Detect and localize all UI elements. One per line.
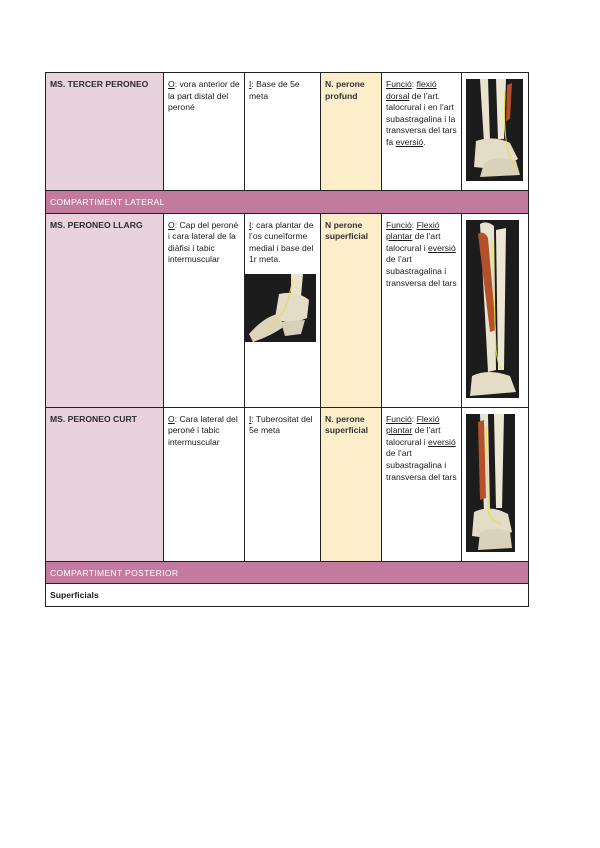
function-sep: : xyxy=(411,413,417,424)
muscle-name: MS. PERONEO LLARG xyxy=(50,219,143,230)
function-cell xyxy=(382,73,462,191)
function-cell xyxy=(382,213,462,407)
nerve-cell xyxy=(321,73,382,191)
function-end: . xyxy=(423,136,426,147)
section-row xyxy=(46,191,529,214)
leg-anatomy-image xyxy=(466,220,519,398)
subheading-row xyxy=(46,584,529,607)
function-action-secondary: eversió xyxy=(428,436,456,447)
nerve-cell xyxy=(321,407,382,561)
function-sep: : xyxy=(411,219,417,230)
insertion-text: : Tuberositat del 5e meta xyxy=(249,413,313,436)
insertion-cell xyxy=(245,73,321,191)
function-action-secondary: eversió xyxy=(395,136,424,147)
table-row xyxy=(46,73,529,191)
insertion-cell xyxy=(245,213,321,407)
nerve-cell xyxy=(321,213,382,407)
function-action: Flexió plantar xyxy=(386,413,440,436)
function-sep: : xyxy=(411,79,417,89)
section-heading-posterior: COMPARTIMENT POSTERIOR xyxy=(46,561,529,584)
function-label: Funció xyxy=(386,219,412,230)
image-cell xyxy=(462,213,529,407)
nerve-text: N perone superficial xyxy=(325,219,368,242)
section-row xyxy=(46,561,529,584)
function-end: de l’art subastragalina i transversa del tars xyxy=(386,448,457,482)
muscle-name-cell xyxy=(46,213,164,407)
function-label: Funció xyxy=(386,79,412,89)
origin-cell xyxy=(164,213,245,407)
insertion-label: I xyxy=(249,413,252,424)
function-action: flexió dorsal xyxy=(386,79,437,101)
muscle-name: MS. PERONEO CURT xyxy=(50,413,137,424)
nerve-text: N. perone superficial xyxy=(325,413,368,436)
origin-text: : vora anterior de la part distal del peroné xyxy=(168,79,240,113)
nerve-text: N. perone profund xyxy=(325,79,365,101)
insertion-cell xyxy=(245,407,321,561)
function-label: Funció xyxy=(386,413,412,424)
insertion-label: I xyxy=(249,219,252,230)
leg-anatomy-image xyxy=(466,79,523,181)
image-cell xyxy=(462,407,529,561)
muscle-table xyxy=(45,72,529,607)
function-detail: de l’art talocrural i xyxy=(386,425,441,447)
insertion-text: : cara plantar de l’os cuneïforme medial i base del 1r meta. xyxy=(249,219,314,265)
function-detail: de l’art. talocrural i en l’art subastragalina i la transversa del tars fa xyxy=(386,90,457,147)
function-action-secondary: eversió xyxy=(428,242,456,253)
origin-label: O xyxy=(168,219,175,230)
origin-cell xyxy=(164,73,245,191)
image-cell xyxy=(462,73,529,191)
insertion-label: I xyxy=(249,79,252,89)
muscle-name-cell xyxy=(46,407,164,561)
function-action: Flexió plantar xyxy=(386,219,440,242)
foot-anatomy-image xyxy=(245,274,316,342)
table-row xyxy=(46,407,529,561)
leg-anatomy-image xyxy=(466,414,515,552)
function-end: de l’art subastragalina i transversa del tars xyxy=(386,254,457,288)
origin-text: : Cara lateral del peroné i tabic intermuscular xyxy=(168,413,238,447)
origin-label: O xyxy=(168,413,175,424)
origin-label: O xyxy=(168,79,175,89)
origin-cell xyxy=(164,407,245,561)
muscle-name: MS. TERCER PERONEO xyxy=(50,79,149,89)
function-cell xyxy=(382,407,462,561)
muscle-name-cell xyxy=(46,73,164,191)
insertion-text: : Base de 5e meta xyxy=(249,79,300,101)
function-detail: de l’art talocrural i xyxy=(386,231,441,253)
subheading-superficials: Superficials xyxy=(46,584,529,607)
section-heading-lateral: COMPARTIMENT LATERAL xyxy=(46,191,529,214)
table-row xyxy=(46,213,529,407)
origin-text: : Cap del peroné i cara lateral de la diàfisi i tabic intermuscular xyxy=(168,219,239,265)
